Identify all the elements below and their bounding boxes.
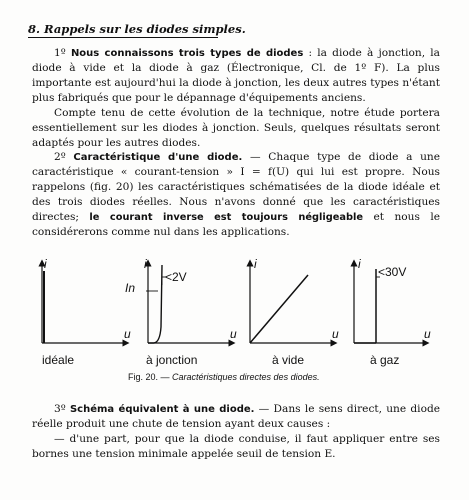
figure-caption-text: — Caractéristiques directes des diodes.	[158, 372, 320, 382]
section-1-paragraph-2: Compte tenu de cette évolution de la technique, notre étude portera essentiellement sur les diodes à jonction. Seuls, quelques résultats seront adaptés pour les autres diodes.	[32, 107, 440, 149]
graph-vide-x-label: u	[332, 327, 339, 341]
section-2-emphasis: le courant inverse est toujours négligeable	[89, 212, 364, 223]
figure-caption-number: Fig. 20.	[128, 372, 159, 382]
graph-jonction-y-label: i	[144, 257, 147, 271]
graph-jonction-in-label: In	[125, 281, 136, 295]
graph-jonction-x-label: u	[230, 327, 237, 341]
graph-vide-curve	[250, 275, 308, 343]
section-1-text: : la diode à jonction, la diode à vide et la diode à gaz (Électronique, Cl. de 1º F). La plus importante est aujourd'hui la diode à jonction, les deux autres types n'étant plus fabriqués que pour le dépannage d'équipements anciens.	[32, 47, 440, 104]
graph-gaz-x-label: u	[424, 327, 431, 341]
section-2-number: 2º	[54, 151, 66, 163]
section-1-paragraph	[32, 46, 440, 106]
section-2-text-end: et nous le considérerons comme nul dans les applications.	[32, 211, 440, 238]
section-1-number: 1º	[54, 47, 66, 59]
graph-gaz-30v-label: <30V	[378, 265, 407, 279]
section-3-paragraph	[32, 402, 440, 462]
section-2-text: — Chaque type de diode a une caractéristique « courant-tension » I = f(U) qui lui est propre. Nous rappelons (fig. 20) les caractéristiques schématisées de la diode idéale et des trois diodes réelles. Nous n'avons donné que les caractéristiques directes;	[32, 151, 440, 223]
page-header: 8. Rappels sur les diodes simples.	[28, 22, 246, 36]
section-3-heading: Schéma équivalent à une diode.	[69, 404, 255, 415]
figure-caption	[128, 372, 320, 382]
figure-diode-characteristics	[28, 255, 438, 385]
section-3-text: — Dans le sens direct, une diode réelle produit une chute de tension ayant deux causes :	[32, 403, 440, 430]
graph-ideale-x-label: u	[124, 327, 131, 341]
section-3-number: 3º	[54, 403, 66, 415]
graph-vide-y-label: i	[254, 257, 257, 271]
graph-jonction-label: à jonction	[146, 353, 198, 367]
graph-gaz-label: à gaz	[370, 353, 400, 367]
section-1-heading: Nous connaissons trois types de diodes	[70, 48, 304, 59]
graph-vide-label: à vide	[272, 353, 305, 367]
graph-ideale-label: idéale	[42, 353, 75, 367]
section-2-heading: Caractéristique d'une diode.	[73, 152, 243, 163]
section-3-paragraph-2: — d'une part, pour que la diode conduise, il faut appliquer entre ses bornes une tension minimale appelée seuil de tension E.	[32, 433, 440, 460]
graph-gaz-y-label: i	[358, 257, 361, 271]
section-2-paragraph	[32, 150, 440, 240]
graph-ideale-y-label: i	[44, 257, 47, 271]
graph-jonction-2v-label: <2V	[165, 270, 187, 284]
graph-jonction-curve	[148, 265, 162, 343]
